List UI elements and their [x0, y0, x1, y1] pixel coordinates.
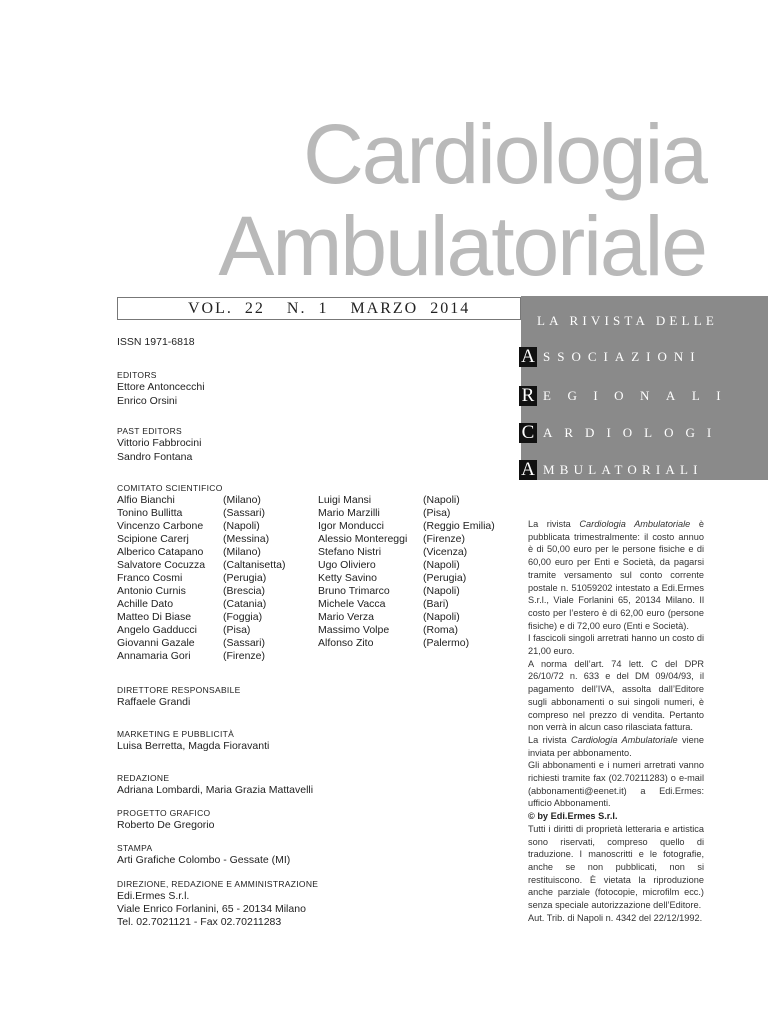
direttore-label: DIRETTORE RESPONSABILE	[117, 685, 241, 695]
committee-member-name: Ketty Savino	[318, 572, 377, 584]
panel-row-cardiologi: ARDIOLOGI	[543, 425, 724, 440]
committee-member-name: Alfio Bianchi	[117, 494, 175, 506]
issn: ISSN 1971-6818	[117, 336, 195, 348]
info-copyright	[528, 810, 704, 823]
panel-initial-a2: A	[519, 460, 537, 480]
info-journal-name: Cardiologia Ambulatoriale	[570, 734, 678, 745]
info-paragraph	[528, 734, 704, 759]
committee-member-name: Antonio Curnis	[117, 585, 186, 597]
redazione-names: Adriana Lombardi, Maria Grazia Mattavelli	[117, 784, 314, 796]
panel-heading: LA RIVISTA DELLE	[537, 313, 718, 328]
committee-member-name: Michele Vacca	[318, 598, 386, 610]
committee-member-city: (Sassari)	[223, 637, 266, 649]
copyright-text: © by Edi.Ermes S.r.l.	[528, 811, 618, 822]
committee-member-city: (Vicenza)	[423, 546, 468, 558]
committee-member-city: (Brescia)	[223, 585, 266, 597]
committee-member-name: Mario Marzilli	[318, 507, 380, 519]
comitato-left-cities	[223, 494, 285, 663]
panel-initial-c: C	[519, 423, 537, 443]
committee-member-name: Alfonso Zito	[318, 637, 374, 649]
past-editor-name: Sandro Fontana	[117, 451, 193, 463]
committee-member-name: Giovanni Gazale	[117, 637, 195, 649]
committee-member-name: Franco Cosmi	[117, 572, 183, 584]
redazione-label: REDAZIONE	[117, 773, 170, 783]
committee-member-name: Salvatore Cocuzza	[117, 559, 206, 571]
comitato-right-names	[318, 494, 407, 650]
info-text: La rivista	[528, 734, 571, 745]
stampa-label: STAMPA	[117, 843, 153, 853]
committee-member-city: (Sassari)	[223, 507, 266, 519]
info-paragraph: Tutti i diritti di proprietà letteraria e artistica sono riservati, compreso quello di traduzione. I manoscritti e le fotografie, anche se non pubblicati, non si restituiscono. È vietata la riproduzione anche parziale (fotocopie, microfilm ecc.) senza speciale autorizzazione dell’Editore.	[528, 823, 704, 911]
committee-member-city: (Napoli)	[223, 520, 260, 532]
committee-member-city: (Napoli)	[423, 559, 460, 571]
editor-name: Enrico Orsini	[117, 395, 178, 407]
issue-volume: VOL. 22	[188, 300, 265, 317]
panel-initial-r: R	[519, 386, 537, 406]
past-editor-name: Vittorio Fabbrocini	[117, 437, 202, 449]
info-paragraph: Aut. Trib. di Napoli n. 4342 del 22/12/1992.	[528, 912, 703, 923]
panel-initial-a1: A	[519, 347, 537, 367]
committee-member-name: Angelo Gadducci	[117, 624, 197, 636]
committee-member-city: (Napoli)	[423, 585, 460, 597]
marketing-label: MARKETING E PUBBLICITÀ	[117, 729, 235, 739]
committee-member-name: Ugo Oliviero	[318, 559, 376, 571]
direzione-company: Edi.Ermes S.r.l.	[117, 890, 190, 902]
panel-row-associazioni: SSOCIAZIONI	[543, 349, 702, 364]
committee-member-city: (Firenze)	[423, 533, 466, 545]
committee-member-name: Achille Dato	[117, 598, 174, 610]
editors-label: EDITORS	[117, 370, 157, 380]
info-text: viene inviata per abbonamento.	[528, 734, 704, 758]
committee-member-city: (Messina)	[223, 533, 270, 545]
past-editors-label: PAST EDITORS	[117, 426, 183, 436]
committee-member-city: (Roma)	[423, 624, 459, 636]
direttore-name: Raffaele Grandi	[117, 696, 191, 708]
committee-member-city: (Catania)	[223, 598, 267, 610]
issue-date: MARZO 2014	[350, 300, 471, 317]
comitato-label: COMITATO SCIENTIFICO	[117, 483, 223, 493]
committee-member-name: Annamaria Gori	[117, 650, 191, 662]
committee-member-city: (Napoli)	[423, 611, 460, 623]
committee-member-name: Luigi Mansi	[318, 494, 372, 506]
committee-member-name: Vincenzo Carbone	[117, 520, 204, 532]
committee-member-name: Matteo Di Biase	[117, 611, 192, 623]
info-journal-name: Cardiologia Ambulatoriale	[579, 519, 691, 529]
committee-member-name: Igor Monducci	[318, 520, 384, 532]
subscription-info	[528, 518, 704, 925]
panel-row-ambulatoriali: MBULATORIALI	[543, 462, 703, 477]
issue-number: N. 1	[286, 300, 329, 317]
comitato-right-cities	[423, 494, 495, 650]
committee-member-city: (Napoli)	[423, 494, 460, 506]
marketing-names: Luisa Berretta, Magda Fioravanti	[117, 740, 270, 752]
direzione-label: DIREZIONE, REDAZIONE E AMMINISTRAZIONE	[117, 879, 319, 889]
info-text: è pubblicata trimestralmente: il costo annuo è di 50,00 euro per le persone fisiche e di 60,00 euro per Enti e Società, da pagarsi tramite versamento sul conto corrente postale n. 51059202 intestato a Edi.Ermes S.r.l., Viale Forlanini 65, 20134 Milano. Il costo per l’estero è di 62,00 euro (persone fisiche) e di 72,00 euro (Enti e Società).	[528, 519, 704, 631]
info-paragraph: Gli abbonamenti e i numeri arretrati vanno richiesti tramite fax (02.70211283) o e-mail (abbonamenti@eenet.it) a Edi.Ermes: ufficio Abbonamenti.	[528, 760, 704, 809]
committee-member-city: (Caltanisetta)	[223, 559, 286, 571]
info-paragraph: A norma dell’art. 74 lett. C del DPR 26/10/72 n. 633 e del DM 09/04/93, il pagamento dell’IVA, assolta dall’Editore sugli abbonamenti o sui singoli numeri, è compreso nel prezzo di vendita. Pertanto non verrà in alcun caso rilasciata fattura.	[528, 658, 704, 733]
committee-member-name: Tonino Bullitta	[117, 507, 183, 519]
issue-box	[117, 297, 521, 320]
journal-title-line2: Ambulatoriale	[218, 199, 706, 293]
committee-member-city: (Reggio Emilia)	[423, 520, 495, 532]
progetto-name: Roberto De Gregorio	[117, 819, 215, 831]
committee-member-city: (Perugia)	[423, 572, 467, 584]
committee-member-name: Scipione Carerj	[117, 533, 189, 545]
journal-title-line1: Cardiologia	[303, 107, 706, 201]
committee-member-city: (Pisa)	[223, 624, 251, 636]
committee-member-city: (Foggia)	[223, 611, 263, 623]
panel-row-regionali: EGIONALI	[543, 388, 738, 403]
comitato-left-names	[117, 494, 205, 663]
editor-name: Ettore Antoncecchi	[117, 381, 205, 393]
direzione-phone: Tel. 02.7021121 - Fax 02.70211283	[117, 916, 282, 928]
committee-member-city: (Palermo)	[423, 637, 470, 649]
committee-member-name: Mario Verza	[318, 611, 375, 623]
committee-member-city: (Firenze)	[223, 650, 266, 662]
info-paragraph	[528, 518, 704, 632]
committee-member-name: Stefano Nistri	[318, 546, 382, 558]
progetto-label: PROGETTO GRAFICO	[117, 808, 211, 818]
committee-member-city: (Bari)	[423, 598, 449, 610]
committee-member-city: (Milano)	[223, 546, 261, 558]
info-paragraph: I fascicoli singoli arretrati hanno un costo di 21,00 euro.	[528, 633, 704, 657]
direzione-address: Viale Enrico Forlanini, 65 - 20134 Milano	[117, 903, 306, 915]
stampa-value: Arti Grafiche Colombo - Gessate (MI)	[117, 854, 291, 866]
info-text: La rivista	[528, 519, 580, 529]
committee-member-name: Bruno Trimarco	[318, 585, 390, 597]
committee-member-city: (Perugia)	[223, 572, 267, 584]
committee-member-city: (Pisa)	[423, 507, 451, 519]
committee-member-name: Massimo Volpe	[318, 624, 390, 636]
committee-member-city: (Milano)	[223, 494, 261, 506]
committee-member-name: Alberico Catapano	[117, 546, 204, 558]
committee-member-name: Alessio Montereggi	[318, 533, 408, 545]
